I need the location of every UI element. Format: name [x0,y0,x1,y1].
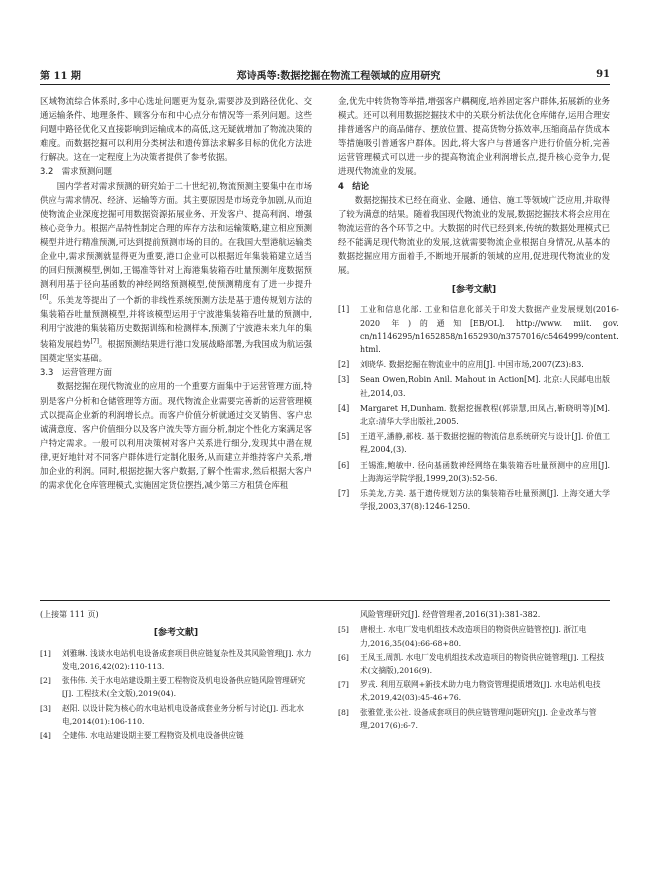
reference-item: [1] 工业和信息化部. 工业和信息化部关于印发大数据产业发展规划(2016-2020 年)的通知[EB/OL]. http://www. miit. gov. cn/n1146295/n1652858/n1652930/n3757016/c5464999/content. html. [338,305,619,354]
reference-item: [7] 乐美龙,方美. 基于遗传规划方法的集装箱吞吐量预测[J]. 上海交通大学学报,2003,37(8):1246-1250. [338,488,610,512]
continued-note: (上接第 111 页) [40,610,99,619]
section-divider [40,600,610,601]
paragraph: 数据挖掘技术已经在商业、金融、通信、施工等领域广泛应用,并取得了较为满意的结果。随着我国现代物流业的发展,数据挖掘技术将会应用在物流运营的各个环节之中。大数据的时代已经到来,传统的数据处理模式已经不能满足现代物流业的发展,这就需要物流企业根据自身情况,从基本的数据挖掘应用方面着手,不断地开展新的领域的应用,促进现代物流业的发展。 [338,194,610,276]
section-heading: 4 结论 [338,180,369,191]
page-number: 91 [596,68,610,80]
paragraph: 区域物流综合体系时,多中心选址问题更为复杂,需要涉及到路径优化、交通运输条件、地理条件、顾客分布和中心点分布情况等一系列问题。这些问题中路径优化又直接影响到运输成本的高低,这无疑就增加了物流决策的难度。而数据挖掘可以利用分类树法和遗传算法求解多目标的优化方法进行解决。这在一定程度上为决策者提供了参考依据。 [40,96,312,163]
paragraph: 数据挖掘在现代物流业的应用的一个重要方面集中于运营管理方面,特别是客户分析和仓储管理等方面。现代物流企业需要完善新的运营管理模式以提高企业新的利润增长点。而客户价值分析就通过交叉销售、客户忠诚满意度、客户价值细分以及客户流失等方面分析,制定个性化方案满足客户特定需求。一般可以利用决策树对客户关系进行细分,发现其中潜在规律,更好地针对不同客户群体进行定制化服务,从而建立并维持客户关系,增加企业的利润。同时,根据挖掘大客户数据,了解个性需求,然后根据大客户的需求优化仓库管理模式,实施固定货位摆挡,减少第三方租赁仓库租 [40,381,312,491]
running-title: 郑诗禹等:数据挖掘在物流工程领域的应用研究 [236,70,441,82]
reference-item: [6] 王锡淮,鲍敏中. 径向基函数神经网络在集装箱吞吐量预测中的应用[J]. 上海海运学院学报,1999,20(3):52-56. [338,460,610,483]
references-heading: [参考文献] [153,628,199,639]
reference-item: [7] 罗戎. 利用互联网+新技术助力电力物资管理提质增效[J]. 水电站机电技术,2019,42(03):45-46+76. [338,680,601,703]
right-column [338,94,619,515]
paragraph [40,179,312,366]
reference-list [338,303,619,513]
reference-continuation: 风险管理研究[J]. 经营管理者,2016(31):381-382. [360,610,541,619]
paragraph: 金,优先中转货物等举措,增强客户耦稠度,培养固定客户群体,拓展新的业务模式。还可以利用数据挖掘技术中的关联分析法优化仓库储存,运用合理安排普通客户的商品储存、摆放位置、提高货物分拣效率,压缩商品存货成本等措施吸引普通客户群体。因此,将大客户与普通客户进行价值分析,完善运营管理模式可以进一步的提高物流企业利润增长点,提升核心竞争力,促进现代物流业的发展。 [338,96,610,177]
reference-item: [3] 赵阳. 以设计院为核心的水电站机电设备成套业务分析与讨论[J]. 西北水电,2014(01):106-110. [40,703,304,726]
bottom-right-column [338,608,610,733]
section-heading: 3.2 需求预测问题 [40,166,112,177]
reference-item: [3] Sean Owen,Robin Anil. Mahout in Action[M]. 北京:人民邮电出版社,2014,03. [338,375,610,398]
running-header [40,66,610,82]
reference-item: [6] 王凤玉,周凯. 水电厂发电机组技术改造项目的物资供应链管理[J]. 工程技术(文摘版),2016(9). [338,652,605,676]
reference-item: [4] Margaret H,Dunham. 数据挖掘教程(郭崇慧,田凤占,靳晓明等)[M]. 北京:清华大学出版社,2005. [338,403,610,426]
issue-number: 第 11 期 [40,70,81,82]
section-heading: 3.3 运营管理方面 [40,367,112,378]
reference-list [40,647,312,742]
bottom-left-column [40,608,312,743]
left-column [40,94,312,492]
paragraph-text: 国内学者对需求预测的研究始于二十世纪初,物流预测主要集中在市场供应与需求情况、经济、运输等方面。其主要原因是市场竞争加剧,从而迫使物流企业深度挖掘可用数据资源拓展业务、开发客户、提高利润、增强核心竞争力。根据产品特性制定合理的库存方法和运输策略,建立相应预测模型并进行精准预测,可达到提前预测市场的目的。在我国大型港航运输类企业中,需求预测就显得更为重要,港口企业可以根据近年集装箱建立适当的回归预测模型,例如,王锡准等针对上海港集装箱吞吐量预测年度数据预测利用基于径向基函数的神经网络预测模型,使预测精度有了进一步提升 [40,180,312,290]
paragraph-text: 。根据预测结果进行港口发展战略部署,为我国成为航运强国奠定坚实基础。 [40,339,312,364]
reference-item: [5] 唐根土. 水电厂发电机组技术改造项目的物资供应链管控[J]. 浙江电力,2016,35(04):66-68+80. [338,625,587,648]
references-heading: [参考文献] [451,285,497,296]
header-rule [40,84,610,85]
reference-item: [2] 刘晓华. 数据挖掘在物流业中的应用[J]. 中国市场,2007(Z3):83. [338,360,584,370]
reference-item: [5] 王道平,潘静,郝枝. 基于数据挖掘的物流信息系统研究与设计[J]. 价值工程,2004,(3). [338,432,610,455]
reference-item: [1] 刘雅琳. 浅谈水电站机电设备成套项目供应链复杂性及其风险管理[J]. 水力发电,2016,42(02):110-113. [40,648,312,672]
citation: [7] [90,338,99,346]
reference-item: [4] 仝建伟. 水电站建设期主要工程物资及机电设备供应链 [40,731,244,741]
reference-item: [2] 张伟伟. 关于水电站建设期主要工程物资及机电设备供应链风险管理研究[J]. 工程技术(全文版),2019(04). [40,676,306,699]
reference-item: [8] 张雅萱,张公社. 设备成套项目的供应链管理问题研究[J]. 企业改革与管理,2017(6):6-7. [338,707,597,730]
paragraph-text: 。乐美龙等提出了一个新的非线性系统预测方法是基于遗传规划方法的集装箱吞吐量预测模型,并将该模型运用于宁波港集装箱吞吐量的预测中,利用宁波港的集装箱历史数据训练和检测样本,预测了宁波港未来九年的集装箱发展趋势 [40,295,312,350]
reference-list [338,623,610,732]
citation: [6] [40,294,49,302]
